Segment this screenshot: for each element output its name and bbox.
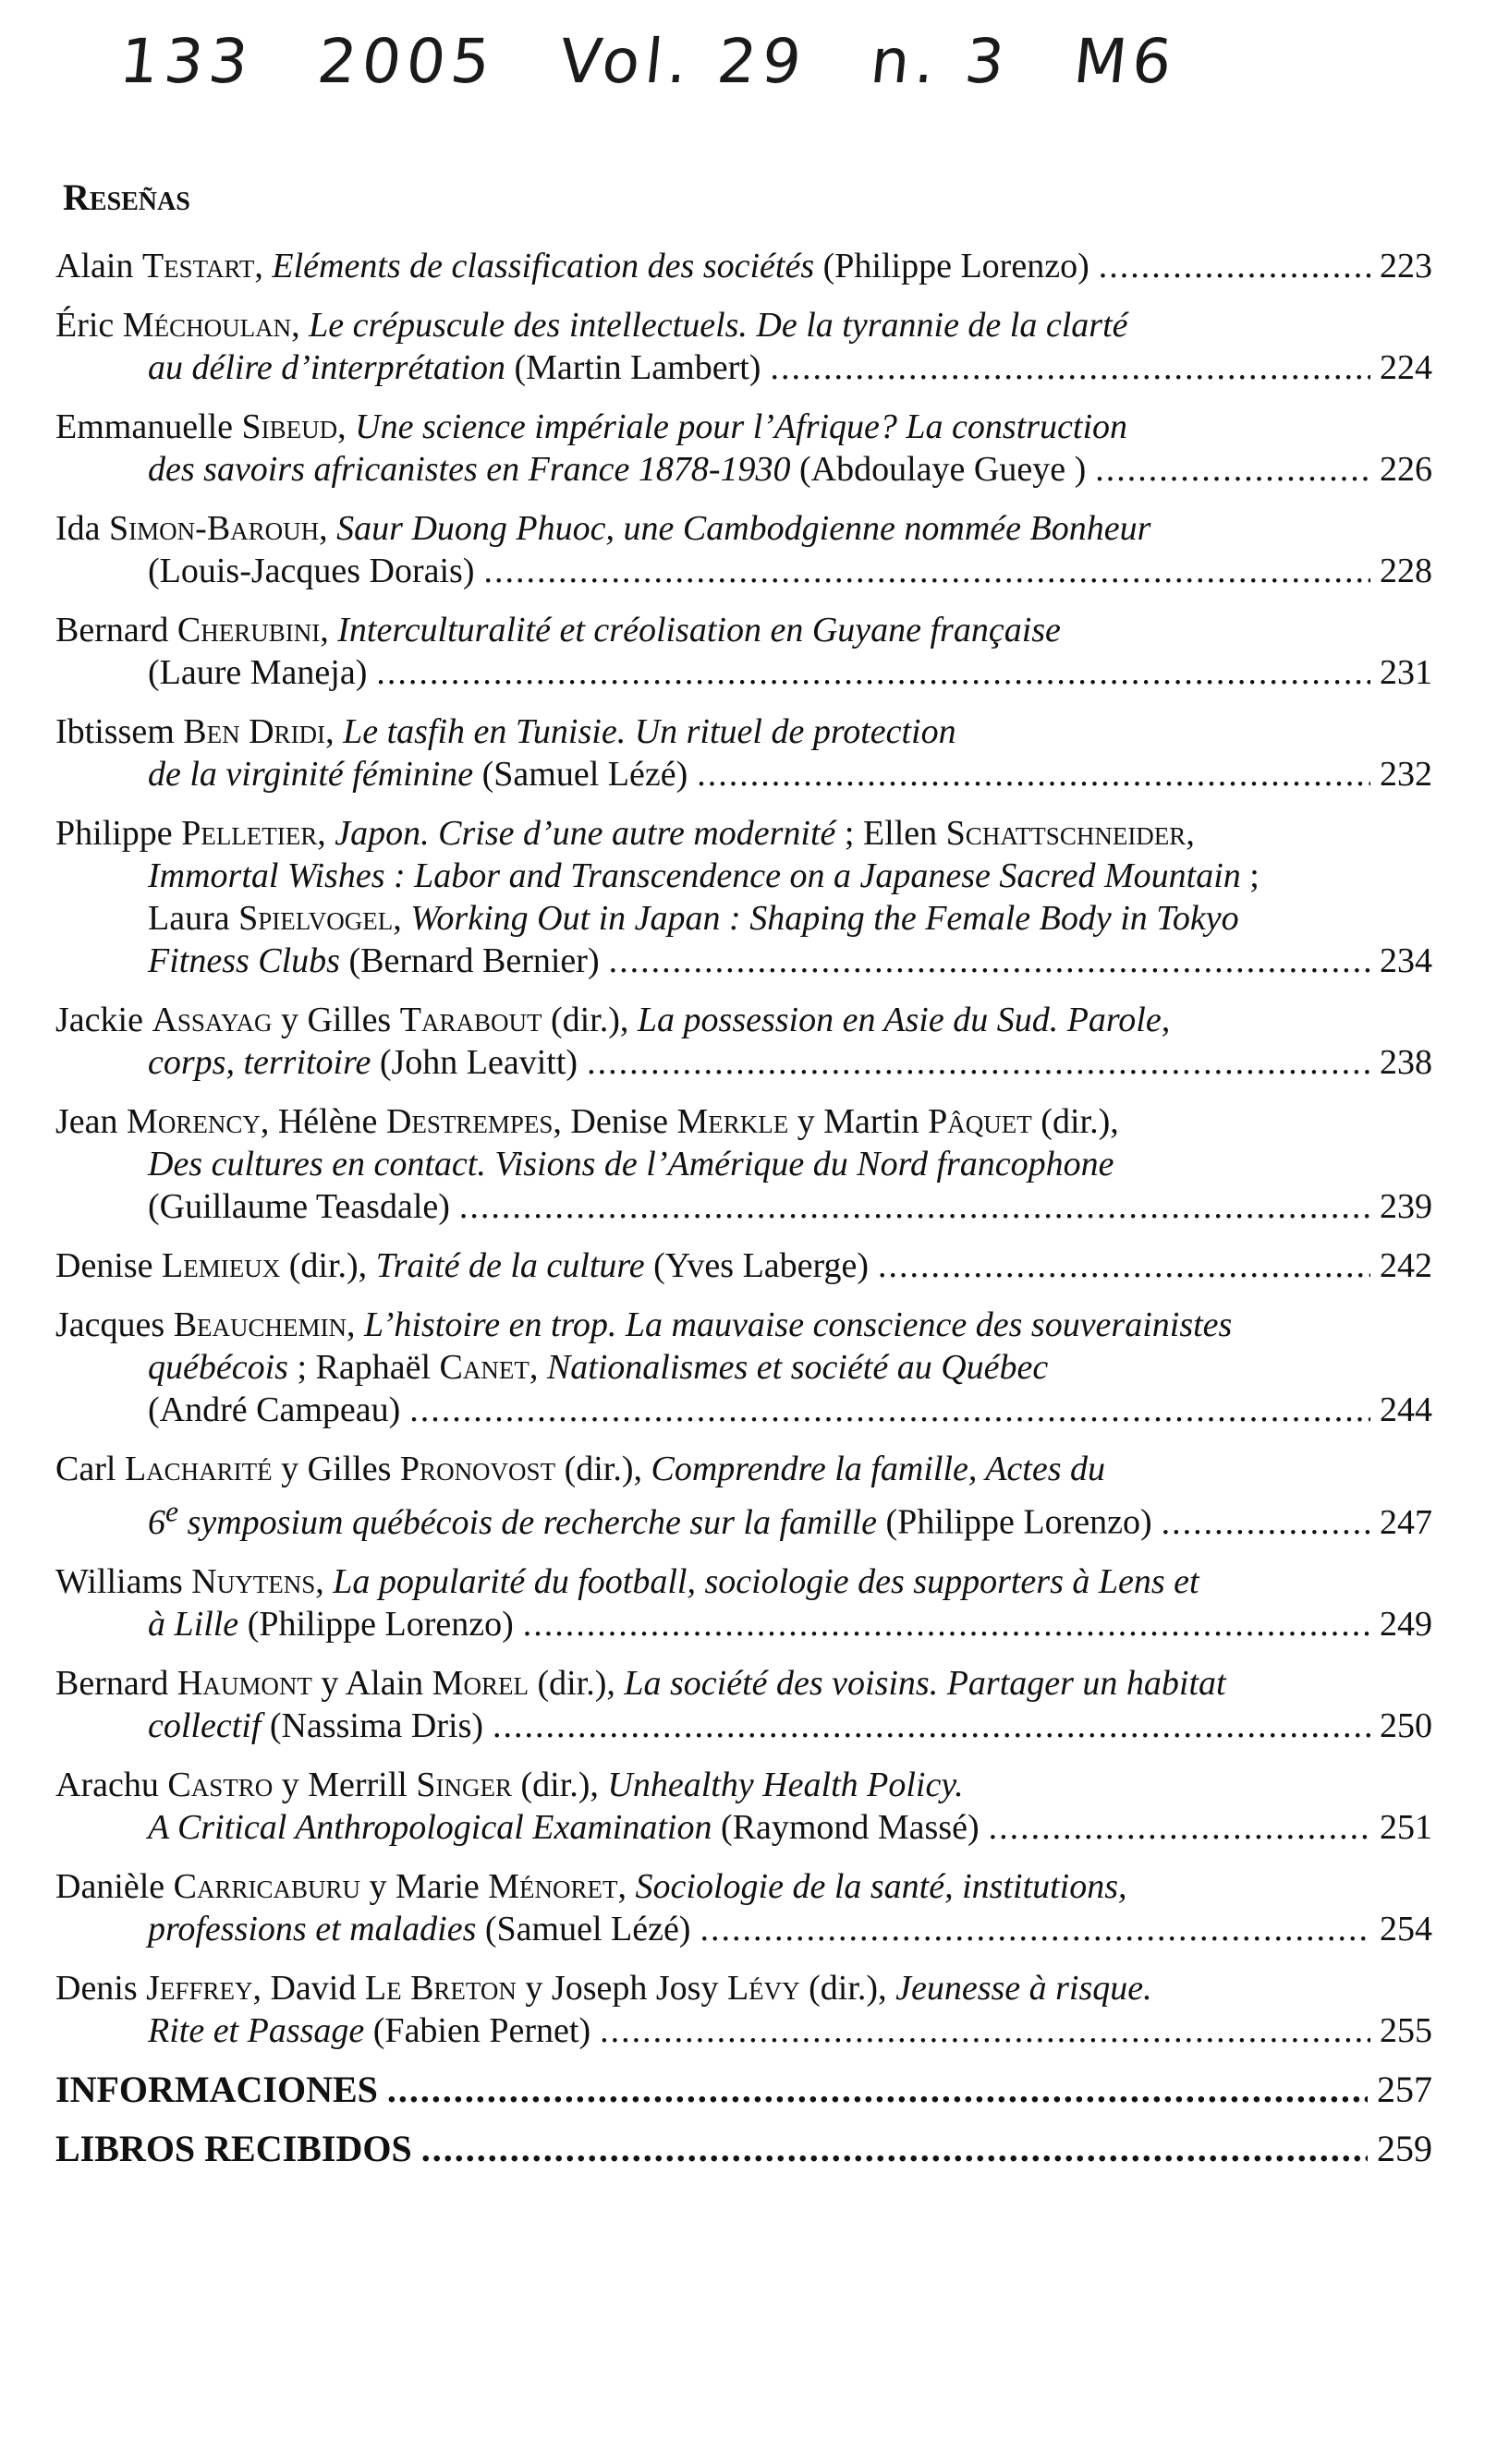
entry-line: Bernard Haumont y Alain Morel (dir.), La société des voisins. Partager un habitat	[55, 1663, 1226, 1703]
dot-leader	[878, 1244, 1370, 1287]
entry-last-line	[55, 1603, 1432, 1645]
entry-line: de la virginité féminine (Samuel Lézé)	[148, 755, 688, 794]
toc-entry	[55, 507, 1432, 592]
entry-line: Bernard Cherubini, Interculturalité et créolisation en Guyane française	[55, 611, 1061, 649]
entry-line: Denise Lemieux (dir.), Traité de la culture (Yves Laberge)	[55, 1246, 870, 1285]
dot-leader	[989, 1806, 1370, 1849]
entry-line: Denis Jeffrey, David Le Breton y Joseph Josy Lévy (dir.), Jeunesse à risque.	[55, 1968, 1152, 2008]
major-section-title: LIBROS RECIBIDOS	[55, 2127, 412, 2169]
toc-entry	[55, 245, 1432, 287]
handnote-part: n. 3	[867, 26, 1014, 97]
entry-line: des savoirs africanistes en France 1878-1930 (Abdoulaye Gueye )	[148, 450, 1087, 489]
page-number: 239	[1380, 1187, 1432, 1226]
toc-entry	[55, 1865, 1432, 1950]
page-number: 242	[1380, 1246, 1432, 1285]
entry-last-line	[55, 1806, 1432, 1849]
entry-line: Philippe Pelletier, Japon. Crise d’une autre modernité ; Ellen Schattschneider,	[55, 814, 1195, 853]
dot-leader	[421, 2128, 1368, 2170]
page-number: 231	[1380, 653, 1432, 692]
entry-line: Jackie Assayag y Gilles Tarabout (dir.), La possession en Asie du Sud. Parole,	[55, 1001, 1171, 1039]
dot-leader	[459, 1185, 1370, 1228]
entry-line: à Lille (Philippe Lorenzo)	[148, 1604, 514, 1644]
entry-last-line	[55, 1185, 1432, 1228]
toc-entry	[55, 1560, 1432, 1645]
entry-line: Des cultures en contact. Visions de l’Amérique du Nord francophone	[148, 1145, 1114, 1183]
toc-entry	[55, 1764, 1432, 1849]
handnote-part: 2005	[313, 26, 499, 97]
dot-leader	[700, 1908, 1370, 1950]
dot-leader	[770, 346, 1370, 389]
toc-entry	[55, 609, 1432, 694]
page-number: 259	[1377, 2127, 1432, 2169]
handnote-part: 133	[116, 26, 258, 97]
entry-last-line	[55, 448, 1432, 491]
page-number: 223	[1380, 247, 1432, 285]
entry-line: Éric Méchoulan, Le crépuscule des intellectuels. De la tyrannie de la clarté	[55, 306, 1128, 345]
page-number: 255	[1380, 2010, 1432, 2050]
toc-entry	[55, 1244, 1432, 1287]
entry-line: Danièle Carricaburu y Marie Ménoret, Sociologie de la santé, institutions,	[55, 1866, 1127, 1906]
major-section-entry	[55, 2069, 1432, 2111]
page-number: 226	[1380, 450, 1432, 489]
entry-line: (Louis-Jacques Dorais)	[148, 552, 475, 590]
entry-line: au délire d’interprétation (Martin Lambert)	[148, 348, 761, 387]
entry-line: (Laure Maneja)	[148, 653, 368, 692]
toc-entry	[55, 812, 1432, 982]
handnote-part: M6	[1070, 26, 1181, 97]
dot-leader	[697, 753, 1370, 795]
entry-line: québécois ; Raphaël Canet, Nationalismes et société au Québec	[148, 1348, 1049, 1387]
dot-leader	[609, 940, 1370, 982]
entry-line: Fitness Clubs (Bernard Bernier)	[148, 941, 600, 980]
toc-entry	[55, 1448, 1432, 1544]
page-number: 238	[1380, 1043, 1432, 1082]
table-of-contents	[55, 245, 1432, 2187]
entry-last-line	[55, 2009, 1432, 2052]
entry-line: Ida Simon-Barouh, Saur Duong Phuoc, une Cambodgienne nommée Bonheur	[55, 509, 1151, 548]
page-number: 254	[1380, 1909, 1432, 1948]
entry-line: corps, territoire (John Leavitt)	[148, 1043, 578, 1082]
page-number: 257	[1377, 2068, 1432, 2110]
major-section-entry	[55, 2128, 1432, 2170]
page-number: 247	[1380, 1502, 1432, 1542]
dot-leader	[523, 1603, 1370, 1645]
entry-line: Alain Testart, Eléments de classification des sociétés (Philippe Lorenzo)	[55, 247, 1089, 285]
page-number: 228	[1380, 552, 1432, 590]
dot-leader	[409, 1389, 1370, 1431]
handnote-part: Vol. 29	[555, 26, 810, 97]
page-number: 249	[1380, 1604, 1432, 1644]
entry-line: Laura Spielvogel, Working Out in Japan : Shaping the Female Body in Tokyo	[148, 899, 1239, 938]
dot-leader	[387, 2069, 1368, 2111]
entry-line: 6e symposium québécois de recherche sur la famille (Philippe Lorenzo)	[148, 1495, 1152, 1542]
dot-leader	[376, 651, 1370, 694]
entry-last-line	[55, 1389, 1432, 1431]
entry-last-line	[55, 1041, 1432, 1084]
entry-line: collectif (Nassima Dris)	[148, 1705, 484, 1745]
dot-leader	[1095, 448, 1370, 491]
page-number: 232	[1380, 755, 1432, 794]
entry-last-line	[55, 550, 1432, 592]
entry-line: Arachu Castro y Merrill Singer (dir.), Unhealthy Health Policy.	[55, 1765, 964, 1804]
page-number: 224	[1380, 348, 1432, 387]
page-number: 250	[1380, 1705, 1432, 1745]
entry-last-line	[55, 651, 1432, 694]
toc-entry	[55, 1304, 1432, 1431]
entry-line: Jean Morency, Hélène Destrempes, Denise Merkle y Martin Pâquet (dir.),	[55, 1102, 1119, 1141]
entry-line: Carl Lacharité y Gilles Pronovost (dir.), Comprendre la famille, Actes du	[55, 1450, 1105, 1488]
entry-line: A Critical Anthropological Examination (Raymond Massé)	[148, 1807, 980, 1847]
major-section-title: INFORMACIONES	[55, 2068, 378, 2110]
toc-entry	[55, 406, 1432, 491]
page-number: 244	[1380, 1390, 1432, 1429]
entry-last-line	[55, 245, 1432, 287]
dot-leader	[1099, 245, 1370, 287]
dot-leader	[484, 550, 1370, 592]
toc-entry	[55, 304, 1432, 389]
entry-last-line	[55, 1244, 1432, 1287]
toc-entry	[55, 1967, 1432, 2052]
entry-line: Emmanuelle Sibeud, Une science impériale pour l’Afrique? La construction	[55, 407, 1128, 446]
entry-last-line	[55, 1908, 1432, 1950]
entry-last-line	[55, 1490, 1432, 1544]
page-number: 251	[1380, 1807, 1432, 1847]
dot-leader	[493, 1705, 1370, 1747]
page-number: 234	[1380, 941, 1432, 980]
entry-line: Jacques Beauchemin, L’histoire en trop. La mauvaise conscience des souverainistes	[55, 1305, 1233, 1344]
entry-line: Ibtissem Ben Dridi, Le tasfih en Tunisie. Un rituel de protection	[55, 712, 956, 751]
entry-line: Rite et Passage (Fabien Pernet)	[148, 2010, 591, 2050]
entry-line: (André Campeau)	[148, 1390, 401, 1429]
entry-last-line	[55, 940, 1432, 982]
section-title: Reseñas	[63, 176, 190, 218]
entry-line: professions et maladies (Samuel Lézé)	[148, 1909, 691, 1948]
entry-last-line	[55, 1705, 1432, 1747]
entry-line: Williams Nuytens, La popularité du football, sociologie des supporters à Lens et	[55, 1561, 1199, 1601]
dot-leader	[587, 1041, 1370, 1084]
handwritten-note	[116, 26, 1245, 97]
toc-entry	[55, 999, 1432, 1084]
toc-entry	[55, 710, 1432, 795]
dot-leader	[1162, 1501, 1370, 1544]
toc-entry	[55, 1100, 1432, 1228]
entry-line: (Guillaume Teasdale)	[148, 1187, 450, 1226]
entry-line: Immortal Wishes : Labor and Transcendence on a Japanese Sacred Mountain ;	[148, 856, 1260, 895]
toc-entry	[55, 1662, 1432, 1747]
dot-leader	[600, 2009, 1370, 2052]
entry-last-line	[55, 346, 1432, 389]
entry-last-line	[55, 753, 1432, 795]
